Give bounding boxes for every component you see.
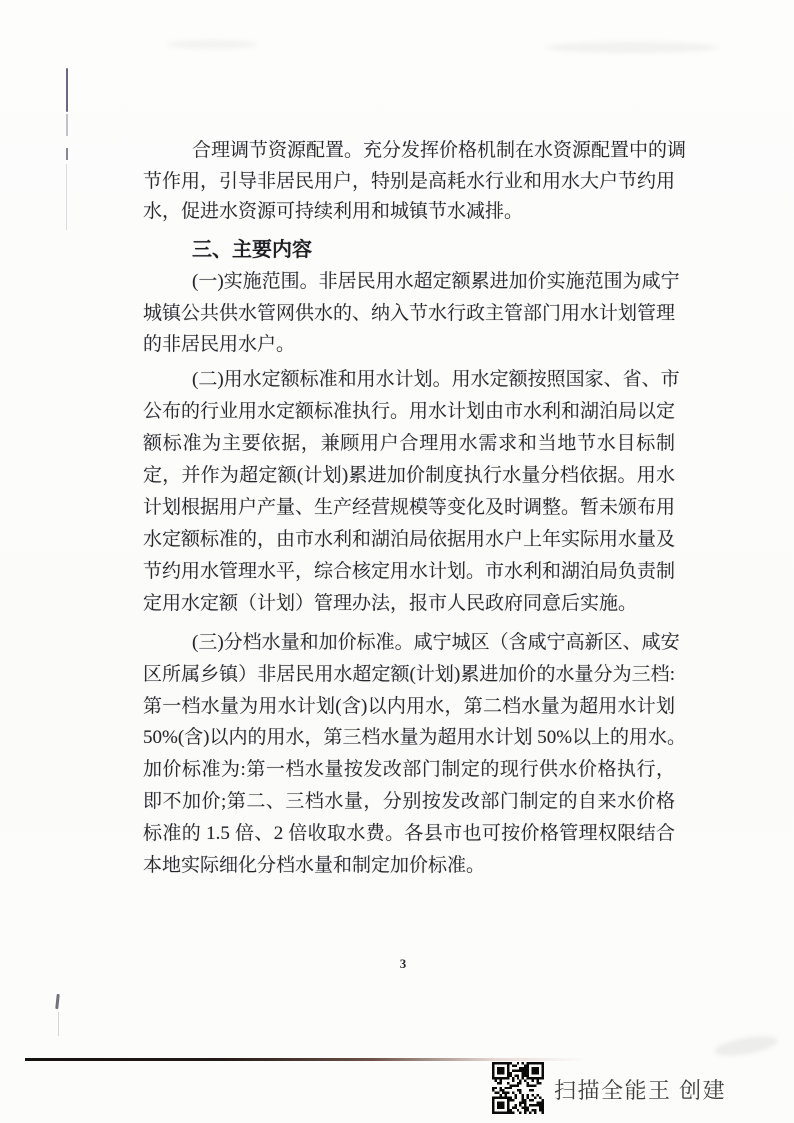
document-paragraph-quota: [143, 364, 680, 620]
scan-shadow: [713, 1033, 779, 1060]
text-line: (三)分档水量和加价标准。咸宁城区（含咸宁高新区、咸安: [192, 632, 680, 653]
document-paragraph-intro: [143, 136, 687, 228]
text-line: (一)实施范围。非居民用水超定额累进加价实施范围为咸宁: [192, 271, 680, 292]
text-line: 50%(含)以内的用水，第三档水量为超用水计划 50%以上的用水。: [143, 727, 687, 749]
text-line: 定，并作为超定额(计划)累进加价制度执行水量分档依据。用水: [143, 465, 675, 486]
scan-smudge: [167, 40, 257, 49]
scan-smudge: [546, 42, 718, 53]
document-paragraph-scope: [143, 266, 680, 361]
section-heading: 三、主要内容: [192, 239, 312, 261]
ink-mark: [55, 994, 60, 1009]
text-line: 额标准为主要依据，兼顾用户合理用水需求和当地节水目标制: [143, 433, 675, 454]
text-line: 第一档水量为用水计划(含)以内用水，第二档水量为超用水计划: [143, 695, 675, 717]
ink-mark: [66, 68, 68, 112]
text-line: 本地实际细化分档水量和制定加价标准。: [143, 854, 486, 876]
text-line: 区所属乡镇）非居民用水超定额(计划)累进加价的水量分为三档:: [143, 663, 675, 685]
page-number: 3: [399, 956, 407, 971]
text-line: 加价标准为:第一档水量按发改部门制定的现行供水价格执行，: [143, 759, 675, 781]
ink-mark: [66, 148, 68, 160]
text-line: 合理调节资源配置。充分发挥价格机制在水资源配置中的调: [192, 140, 687, 161]
text-line: 的非居民用水户。: [143, 334, 296, 355]
text-line: 水，促进水资源可持续利用和城镇节水减排。: [143, 201, 524, 222]
text-line: 公布的行业用水定额标准执行。用水计划由市水利和湖泊局以定: [143, 401, 676, 422]
text-line: 即不加价;第二、三档水量，分别按发改部门制定的自来水价格: [143, 790, 675, 812]
text-line: 计划根据用户产量、生产经营规模等变化及时调整。暂未颁布用: [143, 497, 676, 518]
text-line: 水定额标准的，由市水利和湖泊局依据用水户上年实际用水量及: [143, 529, 676, 550]
ink-mark: [66, 114, 68, 136]
text-line: (二)用水定额标准和用水计划。用水定额按照国家、省、市: [192, 369, 680, 390]
watermark-text: 扫描全能王 创建: [554, 1078, 727, 1103]
document-paragraph-tiers: [143, 627, 687, 881]
text-line: 城镇公共供水管网供水的、纳入节水行政主管部门用水计划管理: [143, 302, 676, 324]
text-line: 定用水定额（计划）管理办法，报市人民政府同意后实施。: [143, 593, 638, 614]
ink-mark: [66, 164, 67, 230]
qr-code-icon: [492, 1061, 544, 1115]
ink-mark: [58, 1012, 59, 1036]
text-line: 标准的 1.5 倍、2 倍收取水费。各县市也可按价格管理权限结合: [143, 822, 675, 844]
text-line: 节作用，引导非居民用户，特别是高耗水行业和用水大户节约用: [143, 170, 676, 192]
text-line: 节约用水管理水平，综合核定用水计划。市水利和湖泊局负责制: [143, 561, 676, 582]
